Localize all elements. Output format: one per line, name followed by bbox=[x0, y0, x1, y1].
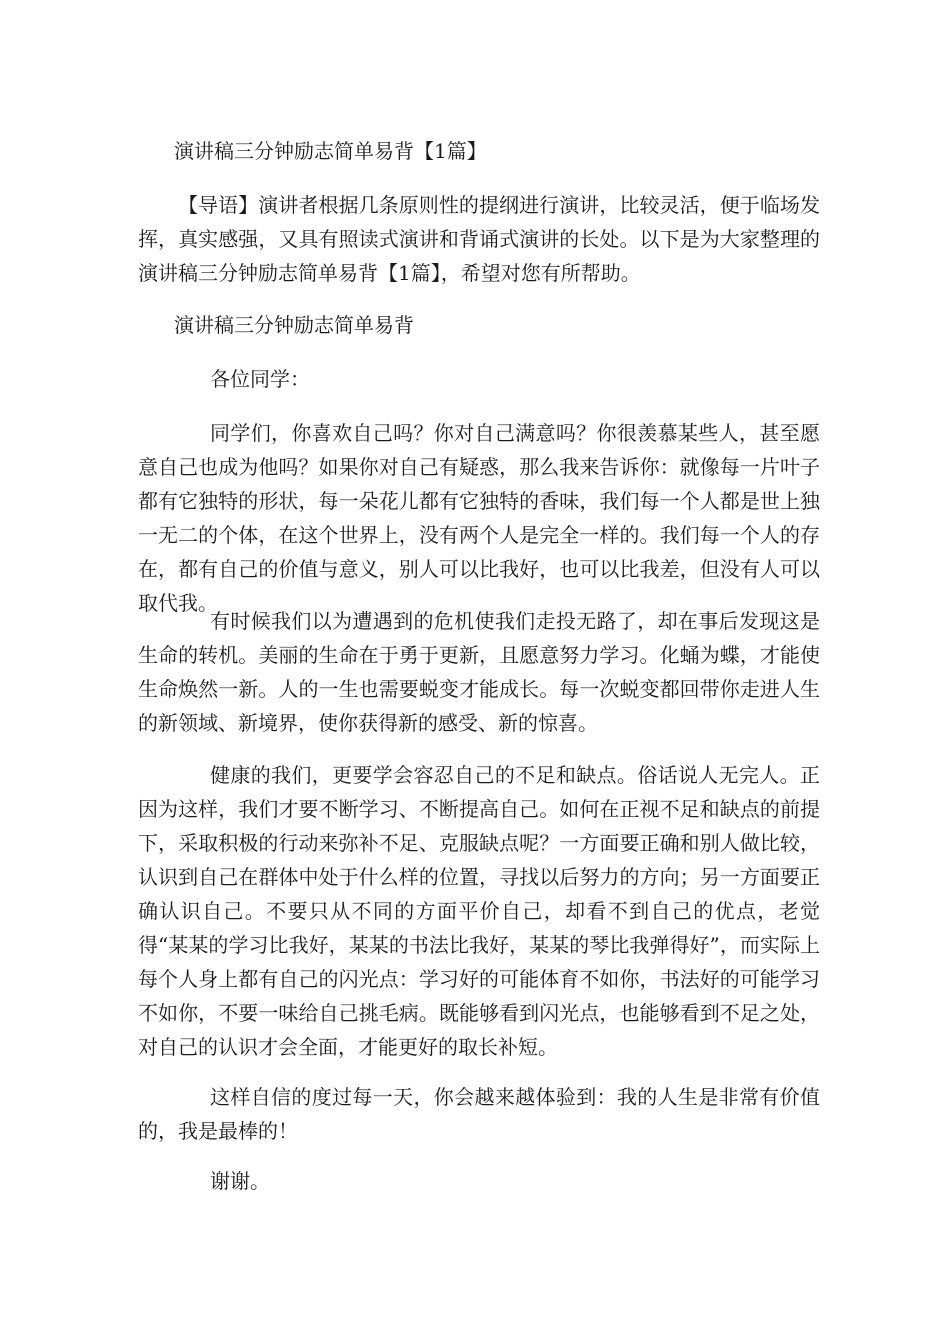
body-paragraph-2: 有时候我们以为遭遇到的危机使我们走投无路了，却在事后发现这是生命的转机。美丽的生命在于勇于更新，且愿意努力学习。化蛹为蝶，才能使生命焕然一新。人的一生也需要蜕变才能成长。每一次蜕变都回带你走进人生的新领域、新境界，使你获得新的感受、新的惊喜。 bbox=[138, 609, 820, 735]
speech-greeting: 各位同学： bbox=[210, 367, 310, 391]
document-title: 演讲稿三分钟励志简单易背【1篇】 bbox=[174, 139, 487, 163]
body-paragraph-1: 同学们，你喜欢自己吗？你对自己满意吗？你很羡慕某些人，甚至愿意自己也成为他吗？如果你对自己有疑惑，那么我来告诉你：就像每一片叶子都有它独特的形状，每一朵花儿都有它独特的香味，我们每一个人都是世上独一无二的个体，在这个世界上，没有两个人是完全一样的。我们每一个人的存在，都有自己的价值与意义，别人可以比我好，也可以比我差，但没有人可以取代我。 bbox=[138, 421, 820, 615]
speech-closing: 谢谢。 bbox=[210, 1169, 270, 1193]
intro-paragraph: 【导语】演讲者根据几条原则性的提纲进行演讲，比较灵活，便于临场发挥，真实感强，又具有照读式演讲和背诵式演讲的长处。以下是为大家整理的演讲稿三分钟励志简单易背【1篇】，希望对您有所帮助。 bbox=[138, 193, 820, 285]
body-paragraph-3: 健康的我们，更要学会容忍自己的不足和缺点。俗话说人无完人。正因为这样，我们才要不断学习、不断提高自己。如何在正视不足和缺点的前提下，采取积极的行动来弥补不足、克服缺点呢？一方面要正确和别人做比较，认识到自己在群体中处于什么样的位置，寻找以后努力的方向；另一方面要正确认识自己。不要只从不同的方面平价自己，却看不到自己的优点，老觉得“某某的学习比我好，某某的书法比我好，某某的琴比我弹得好”，而实际上每个人身上都有自己的闪光点：学习好的可能体育不如你，书法好的可能学习不如你，不要一味给自己挑毛病。既能够看到闪光点，也能够看到不足之处，对自己的认识才会全面，才能更好的取长补短。 bbox=[138, 763, 820, 1059]
body-paragraph-4: 这样自信的度过每一天，你会越来越体验到：我的人生是非常有价值的，我是最棒的！ bbox=[138, 1085, 820, 1143]
speech-subtitle: 演讲稿三分钟励志简单易背 bbox=[174, 313, 414, 337]
